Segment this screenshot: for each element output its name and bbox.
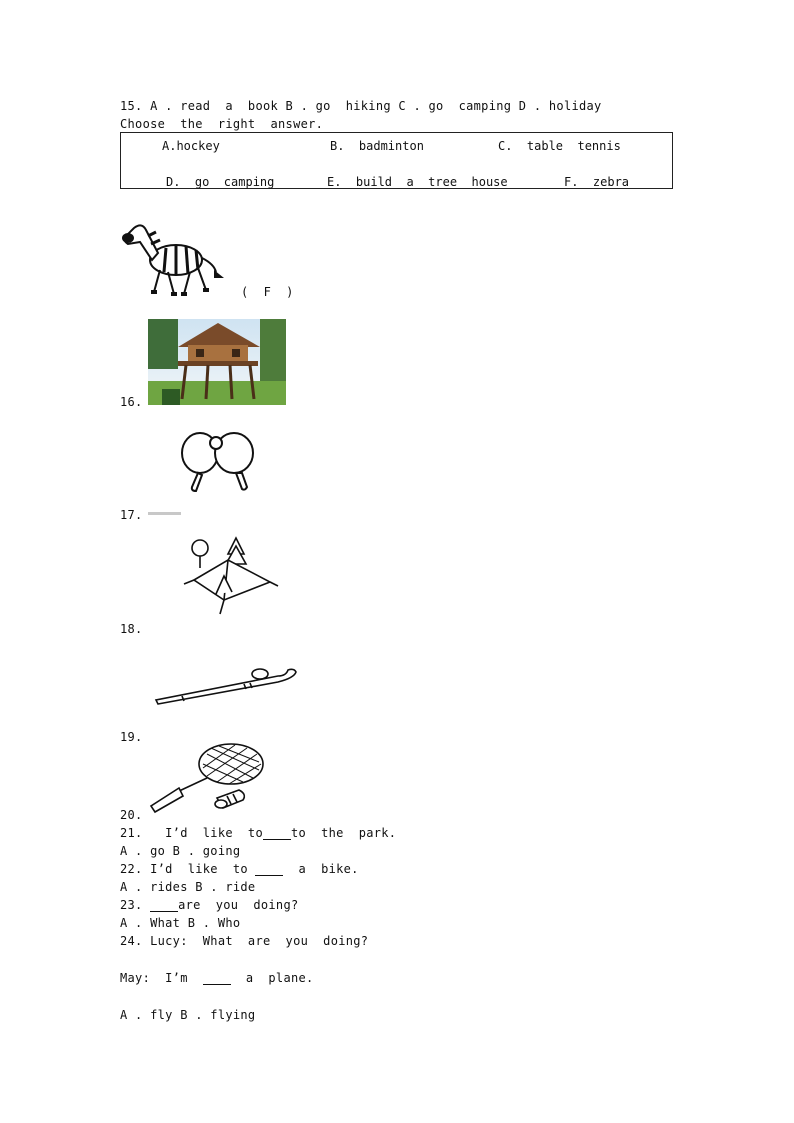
- table-tennis-picture: [178, 429, 264, 493]
- q17-number: 17.: [120, 508, 143, 522]
- q24-choices: A . fly B . flying: [120, 1008, 256, 1022]
- q24-may-line: May: I’m a plane.: [120, 971, 314, 985]
- q23-choices: A . What B . Who: [120, 916, 241, 930]
- zebra-picture: [118, 208, 228, 300]
- option-c: C. table tennis: [498, 139, 621, 153]
- tree-house-picture: [148, 319, 286, 405]
- instruction: Choose the right answer.: [120, 117, 324, 131]
- q21-text: 21. I’d like to to the park.: [120, 826, 397, 840]
- q23-blank[interactable]: [150, 899, 178, 912]
- q16-number: 16.: [120, 395, 143, 409]
- q23-text: 23. are you doing?: [120, 898, 299, 912]
- option-f: F. zebra: [564, 175, 630, 189]
- option-e: E. build a tree house: [327, 175, 508, 189]
- q18-number: 18.: [120, 622, 143, 636]
- answer-line: [148, 512, 181, 515]
- q22-blank[interactable]: [255, 863, 283, 876]
- option-b: B. badminton: [330, 139, 424, 153]
- example-answer: ( F ): [241, 285, 294, 299]
- q22-choices: A . rides B . ride: [120, 880, 256, 894]
- q15-text: 15. A . read a book B . go hiking C . go camping D . holiday: [120, 99, 602, 113]
- q21-blank[interactable]: [263, 827, 291, 840]
- option-a: A.hockey: [162, 139, 220, 153]
- options-box: [120, 132, 673, 189]
- q21-choices: A . go B . going: [120, 844, 241, 858]
- badminton-picture: [147, 742, 265, 816]
- hockey-stick-picture: [154, 666, 300, 710]
- q24-text: 24. Lucy: What are you doing?: [120, 934, 369, 948]
- camping-tent-picture: [180, 534, 280, 616]
- q20-number: 20.: [120, 808, 143, 822]
- option-d: D. go camping: [166, 175, 275, 189]
- q24-blank[interactable]: [203, 972, 231, 985]
- q22-text: 22. I’d like to a bike.: [120, 862, 359, 876]
- q19-number: 19.: [120, 730, 143, 744]
